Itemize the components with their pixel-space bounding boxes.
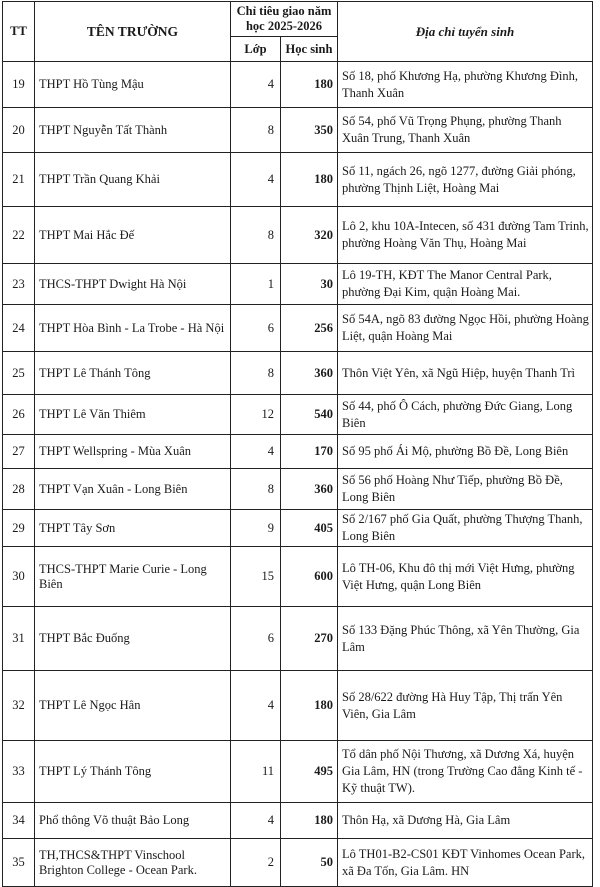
class-count: 2 (231, 839, 281, 887)
school-name: THPT Hòa Bình - La Trobe - Hà Nội (35, 305, 231, 352)
table-row (3, 108, 593, 153)
row-number: 33 (3, 741, 35, 803)
student-count: 350 (281, 108, 338, 153)
school-name: Phổ thông Võ thuật Bảo Long (35, 803, 231, 839)
row-number: 24 (3, 305, 35, 352)
table-row (3, 264, 593, 305)
enrollment-address: Lô 2, khu 10A-Intecen, số 431 đường Tam Trinh, phường Hoàng Văn Thụ, Hoàng Mai (338, 207, 593, 264)
class-count: 6 (231, 305, 281, 352)
school-name: THPT Wellspring - Mùa Xuân (35, 435, 231, 469)
school-name: THPT Lê Thánh Tông (35, 352, 231, 395)
header-row (3, 2, 593, 37)
enrollment-address: Số 54, phố Vũ Trọng Phụng, phường Thanh Xuân Trung, Thanh Xuân (338, 108, 593, 153)
enrollment-address: Số 133 Đặng Phúc Thông, xã Yên Thường, Gia Lâm (338, 607, 593, 671)
school-name-header: TÊN TRƯỜNG (35, 2, 231, 62)
student-count: 50 (281, 839, 338, 887)
class-count: 4 (231, 435, 281, 469)
student-count: 360 (281, 352, 338, 395)
enrollment-address: Số 11, ngách 26, ngõ 1277, đường Giải phóng, phường Thịnh Liệt, Hoàng Mai (338, 153, 593, 207)
table-row (3, 803, 593, 839)
enrollment-address: Lô 19-TH, KĐT The Manor Central Park, phường Đại Kim, quận Hoàng Mai. (338, 264, 593, 305)
row-number: 35 (3, 839, 35, 887)
school-name: THPT Trần Quang Khải (35, 153, 231, 207)
school-name: THPT Tây Sơn (35, 510, 231, 547)
student-count: 180 (281, 803, 338, 839)
row-number: 28 (3, 469, 35, 510)
row-number: 31 (3, 607, 35, 671)
table-row (3, 62, 593, 108)
class-count: 4 (231, 62, 281, 108)
student-count: 30 (281, 264, 338, 305)
row-number: 23 (3, 264, 35, 305)
table-row (3, 839, 593, 887)
classes-header: Lớp (231, 37, 281, 62)
table-row (3, 741, 593, 803)
student-count: 405 (281, 510, 338, 547)
class-count: 8 (231, 207, 281, 264)
class-count: 8 (231, 352, 281, 395)
students-header: Học sinh (281, 37, 338, 62)
enrollment-address: Tổ dân phố Nội Thương, xã Dương Xá, huyện Gia Lâm, HN (trong Trường Cao đẳng Kinh tế - Kỹ thuật TW). (338, 741, 593, 803)
class-count: 8 (231, 469, 281, 510)
table-row (3, 547, 593, 607)
enrollment-address: Lô TH-06, Khu đô thị mới Việt Hưng, phường Việt Hưng, quận Long Biên (338, 547, 593, 607)
student-count: 180 (281, 153, 338, 207)
school-name: THPT Vạn Xuân - Long Biên (35, 469, 231, 510)
tt-header: TT (3, 2, 35, 62)
table-row (3, 207, 593, 264)
school-name: THPT Hồ Tùng Mậu (35, 62, 231, 108)
class-count: 15 (231, 547, 281, 607)
school-name: THCS-THPT Marie Curie - Long Biên (35, 547, 231, 607)
student-count: 256 (281, 305, 338, 352)
table-body (3, 62, 593, 887)
class-count: 12 (231, 395, 281, 435)
table-row (3, 469, 593, 510)
student-count: 180 (281, 62, 338, 108)
school-name: THPT Nguyễn Tất Thành (35, 108, 231, 153)
enrollment-address: Lô TH01-B2-CS01 KĐT Vinhomes Ocean Park, xã Đa Tốn, Gia Lâm. HN (338, 839, 593, 887)
class-count: 6 (231, 607, 281, 671)
student-count: 170 (281, 435, 338, 469)
student-count: 180 (281, 671, 338, 741)
row-number: 32 (3, 671, 35, 741)
student-count: 320 (281, 207, 338, 264)
table-row (3, 607, 593, 671)
table-row (3, 153, 593, 207)
row-number: 30 (3, 547, 35, 607)
school-name: THPT Lê Văn Thiêm (35, 395, 231, 435)
row-number: 21 (3, 153, 35, 207)
row-number: 34 (3, 803, 35, 839)
enrollment-address: Số 2/167 phố Gia Quất, phường Thượng Thanh, Long Biên (338, 510, 593, 547)
class-count: 11 (231, 741, 281, 803)
enrollment-address: Số 95 phố Ái Mộ, phường Bồ Đề, Long Biên (338, 435, 593, 469)
row-number: 19 (3, 62, 35, 108)
table-row (3, 435, 593, 469)
student-count: 270 (281, 607, 338, 671)
school-name: THPT Lý Thánh Tông (35, 741, 231, 803)
enrollment-address: Số 28/622 đường Hà Huy Tập, Thị trấn Yên Viên, Gia Lâm (338, 671, 593, 741)
row-number: 26 (3, 395, 35, 435)
student-count: 600 (281, 547, 338, 607)
table-row (3, 395, 593, 435)
class-count: 8 (231, 108, 281, 153)
enrollment-address: Thôn Hạ, xã Dương Hà, Gia Lâm (338, 803, 593, 839)
row-number: 22 (3, 207, 35, 264)
enrollment-address: Số 18, phố Khương Hạ, phường Khương Đình, Thanh Xuân (338, 62, 593, 108)
table-row (3, 352, 593, 395)
row-number: 20 (3, 108, 35, 153)
class-count: 4 (231, 153, 281, 207)
enrollment-address: Thôn Việt Yên, xã Ngũ Hiệp, huyện Thanh Trì (338, 352, 593, 395)
enrollment-address: Số 56 phố Hoàng Như Tiếp, phường Bồ Đề, Long Biên (338, 469, 593, 510)
class-count: 4 (231, 671, 281, 741)
table-row (3, 305, 593, 352)
student-count: 540 (281, 395, 338, 435)
row-number: 27 (3, 435, 35, 469)
enrollment-address: Số 54A, ngõ 83 đường Ngọc Hồi, phường Hoàng Liệt, quận Hoàng Mai (338, 305, 593, 352)
school-name: THCS-THPT Dwight Hà Nội (35, 264, 231, 305)
address-header: Địa chỉ tuyển sinh (338, 2, 593, 62)
school-name: TH,THCS&THPT Vinschool Brighton College - Ocean Park. (35, 839, 231, 887)
row-number: 25 (3, 352, 35, 395)
student-count: 495 (281, 741, 338, 803)
school-name: THPT Mai Hắc Đế (35, 207, 231, 264)
class-count: 1 (231, 264, 281, 305)
class-count: 9 (231, 510, 281, 547)
enrollment-address: Số 44, phố Ô Cách, phường Đức Giang, Long Biên (338, 395, 593, 435)
row-number: 29 (3, 510, 35, 547)
student-count: 360 (281, 469, 338, 510)
class-count: 4 (231, 803, 281, 839)
table-row (3, 671, 593, 741)
table-row (3, 510, 593, 547)
school-name: THPT Lê Ngọc Hân (35, 671, 231, 741)
quota-header: Chỉ tiêu giao năm học 2025-2026 (231, 2, 338, 37)
school-quota-table (2, 1, 593, 887)
school-name: THPT Bắc Đuống (35, 607, 231, 671)
